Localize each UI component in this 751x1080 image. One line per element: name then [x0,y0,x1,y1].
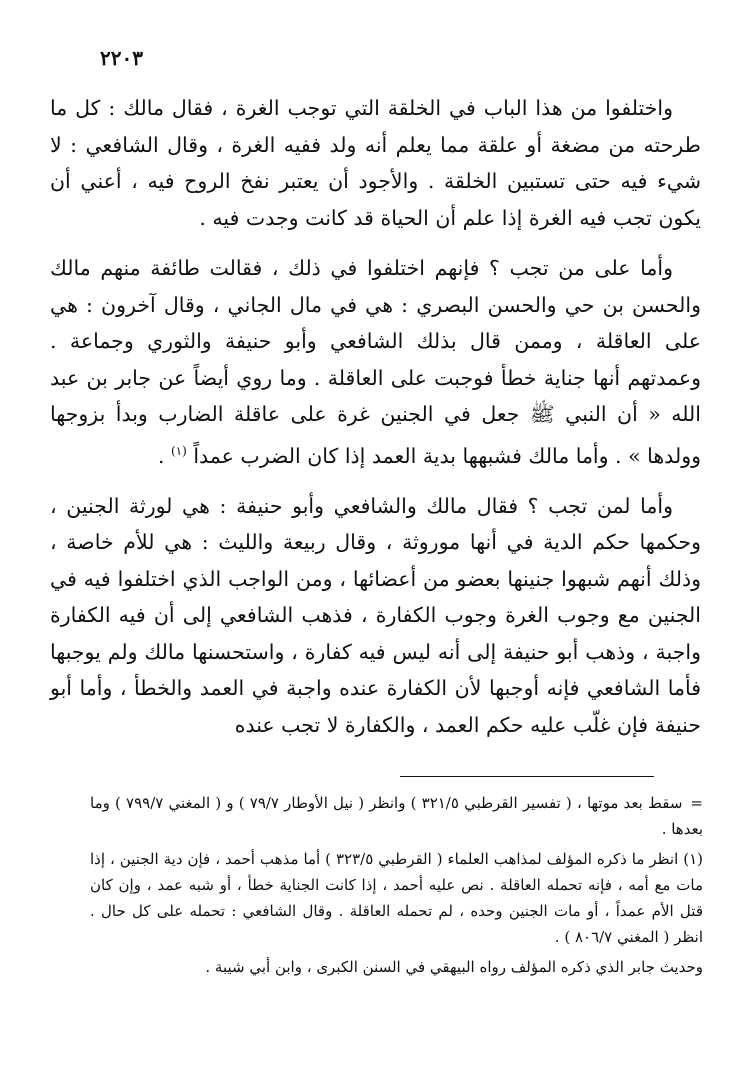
paragraph-3: وأما لمن تجب ؟ فقال مالك والشافعي وأبو حنيفة : هي لورثة الجنين ، وحكمها حكم الدية في أنها موروثة ، وقال ربيعة والليث : هي للأم خاصة ، وذلك أنهم شبهوا جنينها بعضو من أعضائها ، ومن الواجب الذي اختلفوا فيه في الجنين مع وجوب الغرة وجوب الكفارة ، فذهب الشافعي إلى أن فيه الكفارة واجبة ، وذهب أبو حنيفة إلى أنه ليس فيه كفارة ، واستحسنها مالك ولم يوجبها فأما الشافعي فإنه أوجبها لأن الكفارة عنده واجبة في العمد والخطأ ، وأما أبو حنيفة فإن غلّب عليه حكم العمد ، والكفارة لا تجب عنده [50,493,701,737]
continuation-mark: = [690,794,703,812]
paragraph-2 [50,250,701,474]
continuation-text: سقط بعد موتها ، ( تفسير القرطبي ٣٢١/٥ ) وانظر ( نيل الأوطار ٧٩/٧ ) و ( المغني ٧٩٩/٧ ) وما بعدها . [90,794,703,838]
page-number: ٢٢٠٣ [100,46,143,70]
footnote-continuation [90,790,703,842]
footnotes [90,790,703,984]
paragraph-2-text: وأما على من تجب ؟ فإنهم اختلفوا في ذلك ، فقالت طائفة منهم مالك والحسن بن حي والحسن البصري : هي في مال الجاني ، وقال آخرون : هي على العاقلة ، وممن قال بذلك الشافعي وأبو حنيفة والثوري وجماعة . وعمدتهم أنها جناية خطأ فوجبت على العاقلة . وما روي أيضاً عن جابر بن عبد الله « أن النبي ﷺ جعل في الجنين غرة على عاقلة الضارب وبدأ بزوجها وولدها » . وأما مالك فشبهها بدية العمد إذا كان الضرب عمداً [50,256,701,468]
paragraph-2-end: . [157,443,171,468]
footnote-1-continued: وحديث جابر الذي ذكره المؤلف رواه البيهقي في السنن الكبرى ، وابن أبي شيبة . [205,958,703,976]
paragraph-1: واختلفوا من هذا الباب في الخلقة التي توجب الغرة ، فقال مالك : كل ما طرحته من مضغة أو علقة مما يعلم أنه ولد ففيه الغرة ، وقال الشافعي : لا شيء فيه حتى تستبين الخلقة . والأجود أن يعتبر نفخ الروح فيه ، أعني أن يكون تجب فيه الغرة إذا علم أن الحياة قد كانت وجدت فيه . [50,96,701,230]
main-text [50,90,701,757]
footnote-divider [400,776,654,777]
footnote-1: (١) انظر ما ذكره المؤلف لمذاهب العلماء ( القرطبي ٣٢٣/٥ ) أما مذهب أحمد ، فإن دية الجنين ، إذا مات مع أمه ، فإنه تحمله العاقلة . نص عليه أحمد ، إذا كانت الجناية خطأ ، أو شبه عمد ، وإن كان قتل الأم عمداً ، أو مات الجنين وحده ، لم تحمله العاقلة . وقال الشافعي : تحمله على كل حال . انظر ( المغني ٨٠٦/٧ ) . [90,850,703,946]
footnote-marker[interactable]: (١) [170,443,187,458]
